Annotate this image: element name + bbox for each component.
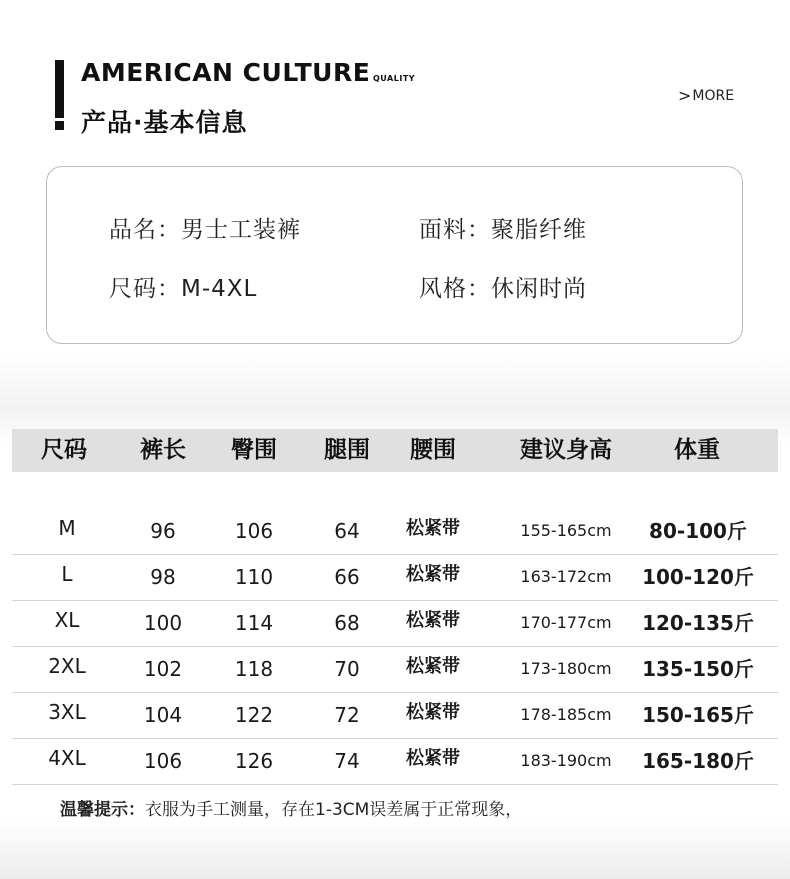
cell-size: 2XL [48,654,86,678]
cell-thigh: 72 [334,703,360,727]
cell-length: 96 [150,519,176,543]
header-waist: 腰围 [410,437,456,463]
cell-waist: 松紧带 [406,656,460,677]
info-name-label: 品名： [109,217,181,243]
cell-length: 102 [143,657,183,681]
cell-weight: 80-100斤 [649,519,747,543]
header-hip: 臀围 [231,437,277,463]
brand-title: AMERICAN CULTURE [81,58,371,87]
header-accent-dot [55,121,64,130]
table-row [12,692,778,738]
cell-hip: 122 [234,703,274,727]
cell-weight: 100-120斤 [642,565,754,589]
table-row [12,554,778,600]
cell-weight: 165-180斤 [642,749,754,773]
cell-thigh: 64 [334,519,360,543]
header-weight: 体重 [674,437,720,463]
cell-thigh: 70 [334,657,360,681]
cell-length: 98 [150,565,176,589]
cell-height: 163-172cm [520,567,612,586]
table-row [12,738,778,785]
info-style-value: 休闲时尚 [491,276,587,302]
info-name [109,211,301,244]
cell-waist: 松紧带 [406,702,460,723]
header-height: 建议身高 [520,437,612,463]
cell-height: 170-177cm [520,613,612,632]
info-name-value: 男士工装裤 [181,217,301,243]
info-style-label: 风格： [419,276,491,302]
cell-hip: 118 [234,657,274,681]
brand-quality-tag: QUALITY [373,74,416,83]
cell-thigh: 74 [334,749,360,773]
table-row [12,646,778,692]
chevron-right-icon: > [678,86,692,105]
info-style [419,270,587,303]
header-thigh: 腿围 [324,437,370,463]
cell-waist: 松紧带 [406,748,460,769]
header-accent-bar [55,60,64,118]
cell-size: L [61,562,73,586]
product-info-card [46,166,743,344]
note-label: 温馨提示： [60,800,145,820]
size-table [12,429,778,785]
cell-weight: 135-150斤 [642,657,754,681]
cell-hip: 106 [234,519,274,543]
cell-waist: 松紧带 [406,564,460,585]
cell-waist: 松紧带 [406,610,460,631]
cell-height: 173-180cm [520,659,612,678]
info-size-value: M-4XL [181,276,258,302]
cell-size: 4XL [48,746,86,770]
info-material [419,211,587,244]
cell-thigh: 68 [334,611,360,635]
header-size: 尺码 [41,437,87,463]
cell-height: 183-190cm [520,751,612,770]
cell-size: XL [54,608,80,632]
size-table-header [12,429,778,472]
measurement-note [60,795,522,820]
table-row [12,509,778,554]
cell-hip: 114 [234,611,274,635]
section-subtitle: 产品·基本信息 [81,108,248,137]
info-material-label: 面料： [419,217,491,243]
cell-hip: 126 [234,749,274,773]
cell-height: 155-165cm [520,521,612,540]
cell-length: 106 [143,749,183,773]
info-size [109,270,257,303]
cell-weight: 120-135斤 [642,611,754,635]
table-row [12,600,778,646]
size-table-body [12,509,778,785]
cell-size: M [58,516,76,540]
info-material-value: 聚脂纤维 [491,217,587,243]
cell-height: 178-185cm [520,705,612,724]
cell-length: 100 [143,611,183,635]
info-size-label: 尺码： [109,276,181,302]
cell-length: 104 [143,703,183,727]
more-link[interactable] [678,86,734,105]
cell-waist: 松紧带 [406,518,460,539]
cell-size: 3XL [48,700,86,724]
cell-thigh: 66 [334,565,360,589]
more-label: MORE [692,87,735,104]
note-text: 衣服为手工测量，存在1-3CM误差属于正常现象， [145,800,523,820]
cell-weight: 150-165斤 [642,703,754,727]
footer-fade [0,820,790,879]
header-length: 裤长 [140,437,186,463]
cell-hip: 110 [234,565,274,589]
